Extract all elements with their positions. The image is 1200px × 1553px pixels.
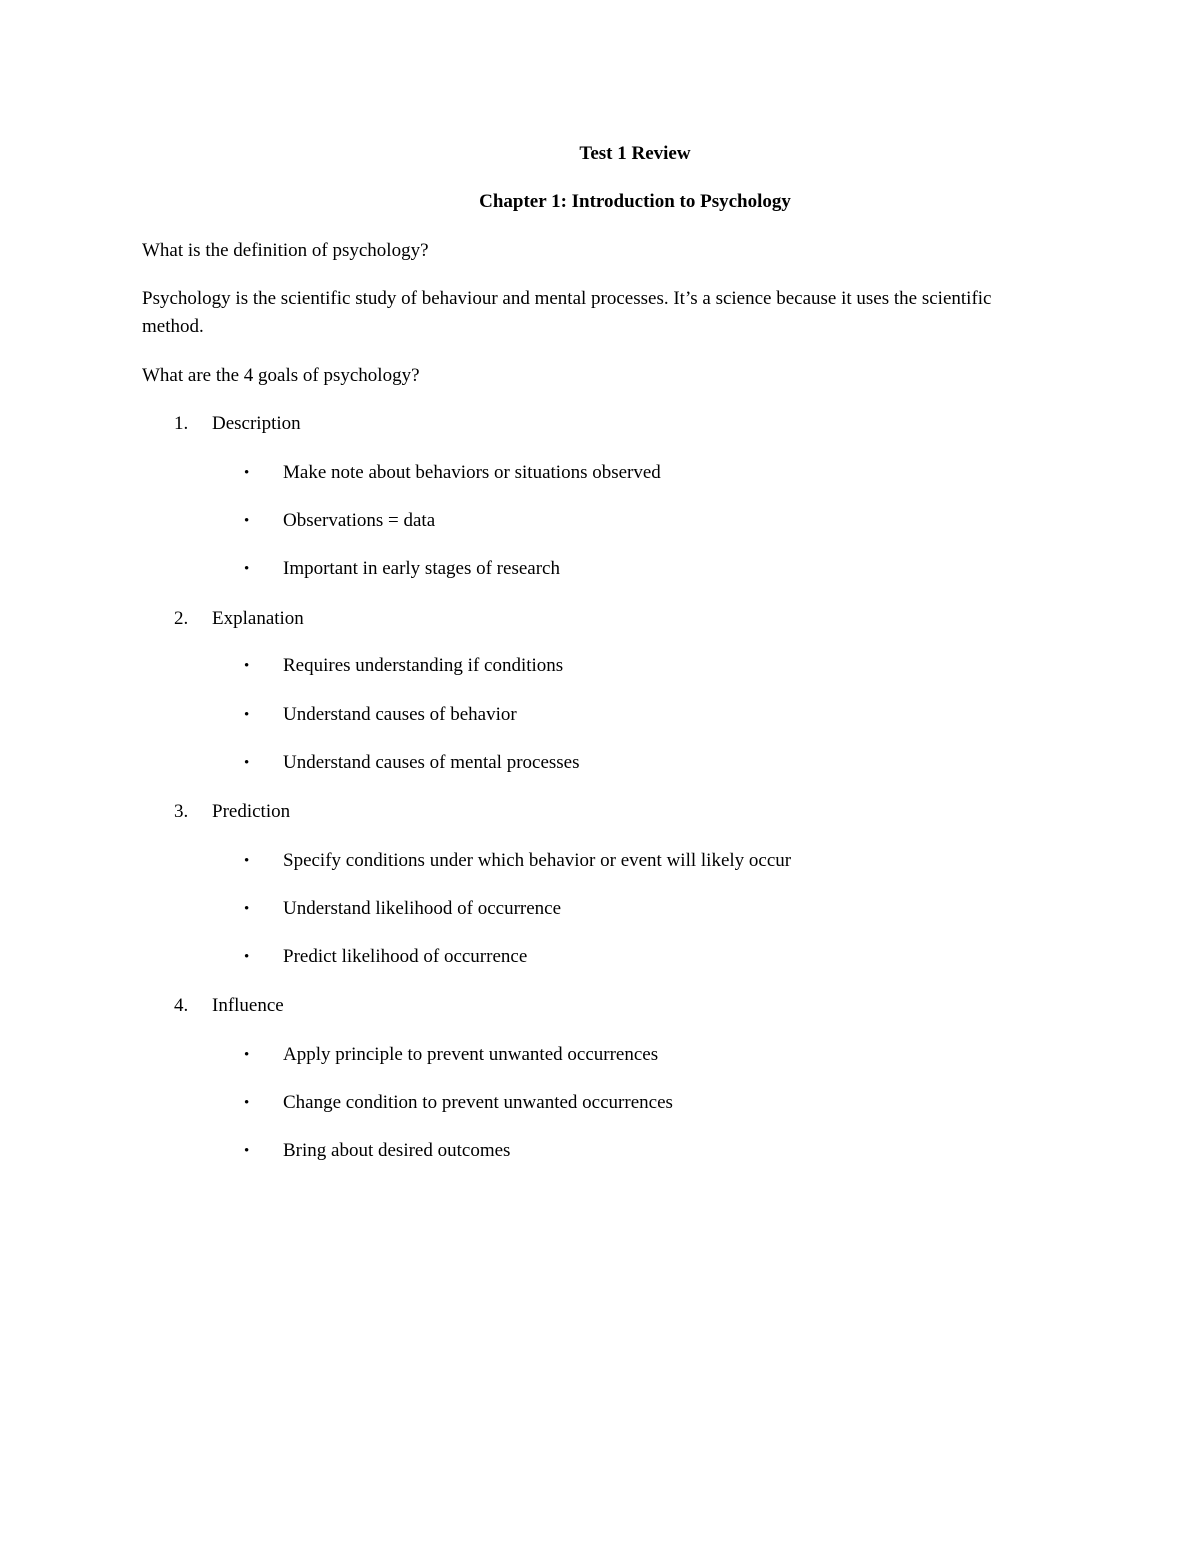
- bullet-icon: •: [244, 658, 250, 674]
- goal-bullet: Observations = data: [283, 510, 436, 531]
- bullet-icon: •: [244, 465, 250, 481]
- goal-label: Explanation: [212, 608, 304, 629]
- bullet-icon: •: [244, 853, 250, 869]
- bullet-icon: •: [244, 949, 250, 965]
- goal-label: Prediction: [212, 801, 291, 822]
- bullet-icon: •: [244, 707, 250, 723]
- goal-label: Influence: [212, 995, 284, 1016]
- answer-definition: Psychology is the scientific study of behaviour and mental processes. It’s a science because it uses the scientific method.: [142, 288, 992, 337]
- goal-bullet: Understand likelihood of occurrence: [283, 898, 562, 919]
- bullet-icon: •: [244, 901, 250, 917]
- goal-bullet: Understand causes of mental processes: [283, 752, 580, 773]
- question-definition: What is the definition of psychology?: [142, 240, 429, 261]
- bullet-icon: •: [244, 1143, 250, 1159]
- goal-number: 2.: [174, 608, 189, 629]
- document-title: Test 1 Review: [579, 143, 691, 164]
- goal-bullet: Predict likelihood of occurrence: [283, 946, 528, 967]
- bullet-icon: •: [244, 1047, 250, 1063]
- goal-number: 3.: [174, 801, 189, 822]
- goal-bullet: Understand causes of behavior: [283, 704, 517, 725]
- bullet-icon: •: [244, 1095, 250, 1111]
- bullet-icon: •: [244, 561, 250, 577]
- goal-number: 1.: [174, 413, 189, 434]
- goal-label: Description: [212, 413, 301, 434]
- goal-bullet: Apply principle to prevent unwanted occurrences: [283, 1044, 659, 1065]
- goal-bullet: Bring about desired outcomes: [283, 1140, 511, 1161]
- goal-bullet: Change condition to prevent unwanted occurrences: [283, 1092, 673, 1113]
- bullet-icon: •: [244, 513, 250, 529]
- goal-bullet: Important in early stages of research: [283, 558, 560, 579]
- chapter-heading: Chapter 1: Introduction to Psychology: [479, 191, 791, 212]
- question-goals: What are the 4 goals of psychology?: [142, 365, 420, 386]
- goal-bullet: Specify conditions under which behavior or event will likely occur: [283, 850, 792, 871]
- goal-bullet: Requires understanding if conditions: [283, 655, 564, 676]
- goal-number: 4.: [174, 995, 189, 1016]
- bullet-icon: •: [244, 755, 250, 771]
- goal-bullet: Make note about behaviors or situations observed: [283, 462, 661, 483]
